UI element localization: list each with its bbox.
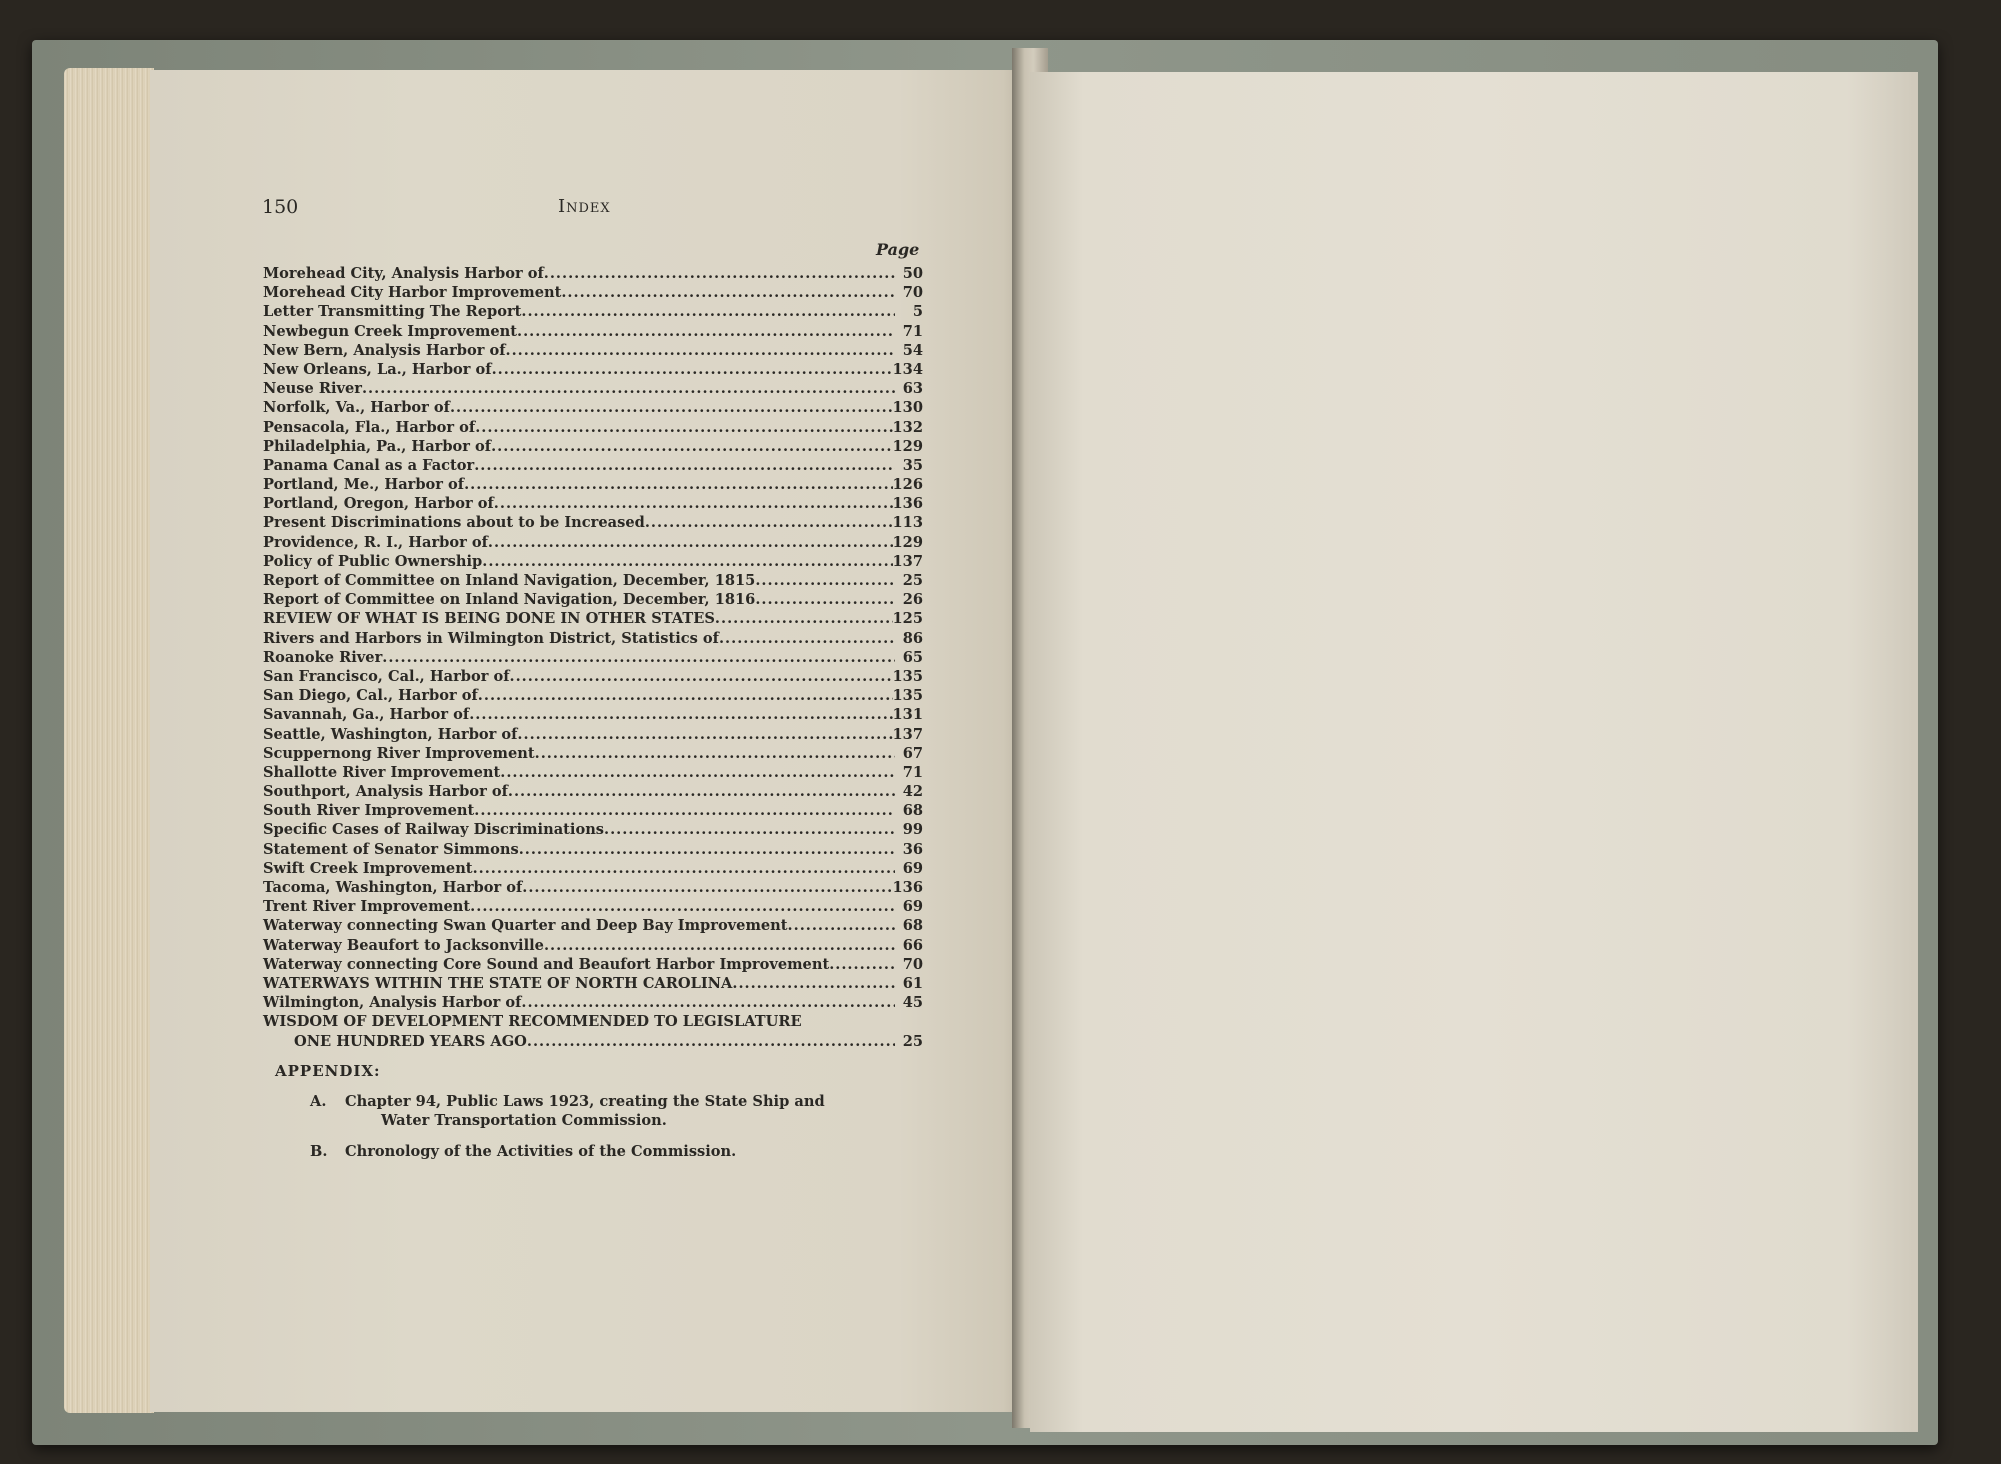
dot-leader bbox=[488, 533, 893, 552]
dot-leader bbox=[470, 897, 895, 916]
entry-page: 137 bbox=[892, 725, 923, 743]
index-entry bbox=[263, 341, 923, 360]
entry-page: 35 bbox=[902, 456, 923, 474]
dot-leader bbox=[544, 264, 895, 283]
entry-page: 36 bbox=[902, 840, 923, 858]
dot-leader bbox=[469, 705, 892, 724]
dot-leader bbox=[474, 801, 895, 820]
dot-leader bbox=[535, 744, 895, 763]
entry-page: 70 bbox=[902, 284, 923, 302]
index-entry bbox=[263, 801, 923, 820]
dot-leader bbox=[491, 437, 892, 456]
entry-label: WISDOM OF DEVELOPMENT RECOMMENDED TO LEGISLATURE bbox=[263, 1013, 802, 1031]
index-entry bbox=[263, 302, 923, 321]
index-entry bbox=[263, 859, 923, 878]
index-entry bbox=[263, 744, 923, 763]
page-column-label: Page bbox=[876, 240, 920, 259]
appendix-item bbox=[275, 1092, 935, 1130]
entry-label: Roanoke River bbox=[263, 648, 383, 666]
dot-leader bbox=[719, 629, 895, 648]
entry-page: 42 bbox=[902, 783, 923, 801]
index-entry bbox=[263, 897, 923, 916]
entry-page: 54 bbox=[902, 341, 923, 359]
index-entry bbox=[263, 437, 923, 456]
entry-label: Report of Committee on Inland Navigation, December, 1815 bbox=[263, 572, 756, 589]
index-entry bbox=[263, 686, 923, 705]
entry-page: 66 bbox=[902, 936, 923, 954]
appendix-item bbox=[275, 1142, 935, 1161]
entry-page: 65 bbox=[902, 648, 923, 666]
entry-page: 25 bbox=[902, 572, 923, 589]
entry-label: Southport, Analysis Harbor of bbox=[263, 783, 508, 801]
entry-page: 132 bbox=[892, 418, 923, 436]
entry-label: Shallotte River Improvement bbox=[263, 763, 501, 781]
index-entry bbox=[263, 725, 923, 744]
dot-leader bbox=[732, 974, 895, 993]
index-entry bbox=[263, 475, 923, 494]
entry-page: 68 bbox=[902, 802, 923, 820]
dot-leader bbox=[473, 859, 895, 878]
dot-leader bbox=[517, 322, 895, 341]
dot-leader bbox=[544, 936, 895, 955]
dot-leader bbox=[527, 1032, 895, 1051]
dot-leader bbox=[604, 820, 895, 839]
dot-leader bbox=[715, 609, 893, 628]
entry-label: Present Discriminations about to be Increased bbox=[263, 514, 645, 532]
entry-page: 99 bbox=[902, 821, 923, 839]
appendix-item-text-cont: Water Transportation Commission. bbox=[381, 1112, 667, 1129]
entry-page: 63 bbox=[902, 380, 923, 398]
index-entry bbox=[263, 667, 923, 686]
entry-page: 131 bbox=[892, 706, 923, 724]
entry-page: 136 bbox=[892, 879, 923, 896]
index-entry bbox=[263, 494, 923, 513]
entry-label: Waterway Beaufort to Jacksonville bbox=[263, 936, 544, 954]
dot-leader bbox=[508, 782, 895, 801]
entry-page: 5 bbox=[912, 303, 923, 321]
running-head: Index bbox=[558, 196, 611, 217]
entry-label: Waterway connecting Core Sound and Beaufort Harbor Improvement bbox=[263, 955, 830, 973]
dot-leader bbox=[494, 494, 893, 513]
dot-leader bbox=[829, 955, 895, 974]
entry-label: Norfolk, Va., Harbor of bbox=[263, 399, 450, 417]
index-entry bbox=[263, 782, 923, 801]
entry-page: 68 bbox=[902, 917, 923, 935]
entry-label: New Orleans, La., Harbor of bbox=[263, 360, 492, 378]
dot-leader bbox=[509, 667, 892, 686]
dot-leader bbox=[474, 456, 895, 475]
entry-page: 135 bbox=[892, 667, 923, 685]
entry-label: San Francisco, Cal., Harbor of bbox=[263, 667, 510, 685]
appendix-letter: B. bbox=[310, 1143, 328, 1160]
entry-label: Letter Transmitting The Report bbox=[263, 303, 522, 321]
entry-page: 136 bbox=[892, 495, 923, 513]
entry-label: South River Improvement bbox=[263, 802, 475, 820]
entry-label: Policy of Public Ownership bbox=[263, 552, 483, 570]
index-entry bbox=[263, 609, 923, 628]
entry-page: 86 bbox=[902, 629, 923, 647]
entry-label: Neuse River bbox=[263, 380, 362, 398]
index-entry bbox=[263, 513, 923, 532]
index-entry-heading bbox=[263, 1012, 923, 1031]
entry-page: 50 bbox=[902, 265, 923, 282]
dot-leader bbox=[522, 878, 892, 897]
entry-page: 69 bbox=[902, 859, 923, 877]
entry-page: 26 bbox=[902, 591, 923, 609]
index-entry bbox=[263, 283, 923, 302]
dot-leader bbox=[521, 993, 895, 1012]
dot-leader bbox=[382, 648, 895, 667]
entry-label: WATERWAYS WITHIN THE STATE OF NORTH CAROLINA bbox=[263, 974, 733, 992]
entry-label: Rivers and Harbors in Wilmington District, Statistics of bbox=[263, 629, 719, 647]
index-entry bbox=[263, 878, 923, 897]
dot-leader bbox=[475, 418, 892, 437]
entry-page: 137 bbox=[892, 552, 923, 570]
entry-label: San Diego, Cal., Harbor of bbox=[263, 687, 478, 705]
entry-label: Morehead City Harbor Improvement bbox=[263, 284, 562, 302]
entry-page: 61 bbox=[902, 974, 923, 992]
index-entry bbox=[263, 456, 923, 475]
index-entry bbox=[263, 264, 923, 283]
entry-label: Portland, Oregon, Harbor of bbox=[263, 495, 494, 513]
entry-label: New Bern, Analysis Harbor of bbox=[263, 341, 506, 359]
entry-label: Trent River Improvement bbox=[263, 898, 471, 916]
index-entry bbox=[263, 418, 923, 437]
entry-page: 45 bbox=[902, 994, 923, 1012]
page-number: 150 bbox=[262, 196, 299, 218]
dot-leader bbox=[505, 341, 895, 360]
entry-page: 129 bbox=[892, 437, 923, 455]
entry-label: Specific Cases of Railway Discriminations bbox=[263, 821, 605, 839]
index-entry bbox=[263, 705, 923, 724]
entry-label: Portland, Me., Harbor of bbox=[263, 476, 465, 494]
index-entry bbox=[263, 763, 923, 782]
entry-page: 135 bbox=[892, 687, 923, 705]
index-entry bbox=[263, 571, 923, 590]
entry-label: Morehead City, Analysis Harbor of bbox=[263, 265, 544, 282]
index-entry bbox=[263, 955, 923, 974]
index-entry bbox=[263, 590, 923, 609]
entry-label: ONE HUNDRED YEARS AGO bbox=[294, 1032, 527, 1050]
entry-label: REVIEW OF WHAT IS BEING DONE IN OTHER STATES bbox=[263, 610, 715, 628]
entry-label: Seattle, Washington, Harbor of bbox=[263, 725, 518, 743]
index-entry bbox=[263, 993, 923, 1012]
dot-leader bbox=[519, 840, 895, 859]
entry-label: Panama Canal as a Factor bbox=[263, 456, 475, 474]
appendix-title: APPENDIX: bbox=[275, 1062, 381, 1080]
appendix-item-text: Chapter 94, Public Laws 1923, creating the State Ship and bbox=[345, 1093, 825, 1110]
index-entry bbox=[263, 398, 923, 417]
index-entry bbox=[263, 379, 923, 398]
entry-label: Philadelphia, Pa., Harbor of bbox=[263, 437, 492, 455]
index-entry bbox=[263, 648, 923, 667]
dot-leader bbox=[755, 590, 895, 609]
entry-page: 70 bbox=[902, 955, 923, 973]
entry-label: Scuppernong River Improvement bbox=[263, 744, 535, 762]
entry-page: 25 bbox=[902, 1032, 923, 1050]
dot-leader bbox=[482, 552, 892, 571]
entry-page: 67 bbox=[902, 744, 923, 762]
dot-leader bbox=[755, 571, 895, 590]
entry-page: 71 bbox=[902, 322, 923, 340]
index-entry-continuation bbox=[263, 1032, 923, 1051]
entry-page: 69 bbox=[902, 898, 923, 916]
entry-page: 129 bbox=[892, 533, 923, 551]
dot-leader bbox=[464, 475, 892, 494]
entry-page: 130 bbox=[892, 399, 923, 417]
entry-label: Providence, R. I., Harbor of bbox=[263, 533, 488, 551]
index-list bbox=[263, 264, 923, 1051]
index-entry bbox=[263, 322, 923, 341]
index-entry bbox=[263, 360, 923, 379]
entry-page: 113 bbox=[892, 514, 923, 532]
entry-label: Newbegun Creek Improvement bbox=[263, 322, 517, 340]
entry-label: Savannah, Ga., Harbor of bbox=[263, 706, 470, 724]
index-entry bbox=[263, 552, 923, 571]
appendix bbox=[275, 1062, 935, 1161]
entry-page: 71 bbox=[902, 763, 923, 781]
index-entry bbox=[263, 533, 923, 552]
index-entry bbox=[263, 629, 923, 648]
entry-label: Wilmington, Analysis Harbor of bbox=[263, 994, 522, 1012]
entry-label: Waterway connecting Swan Quarter and Deep Bay Improvement bbox=[263, 917, 788, 935]
entry-label: Tacoma, Washington, Harbor of bbox=[263, 879, 523, 896]
entry-label: Statement of Senator Simmons bbox=[263, 840, 519, 858]
dot-leader bbox=[521, 302, 895, 321]
dot-leader bbox=[500, 763, 895, 782]
dot-leader bbox=[450, 398, 893, 417]
index-entry bbox=[263, 820, 923, 839]
index-entry bbox=[263, 936, 923, 955]
appendix-item-text: Chronology of the Activities of the Commission. bbox=[345, 1143, 737, 1160]
dot-leader bbox=[561, 283, 895, 302]
dot-leader bbox=[517, 725, 892, 744]
entry-page: 126 bbox=[892, 476, 923, 494]
entry-page: 125 bbox=[892, 610, 923, 628]
entry-label: Pensacola, Fla., Harbor of bbox=[263, 418, 476, 436]
dot-leader bbox=[645, 513, 893, 532]
index-entry bbox=[263, 974, 923, 993]
dot-leader bbox=[492, 360, 893, 379]
index-entry bbox=[263, 916, 923, 935]
dot-leader bbox=[362, 379, 895, 398]
dot-leader bbox=[478, 686, 893, 705]
appendix-letter: A. bbox=[310, 1093, 327, 1110]
entry-label: Report of Committee on Inland Navigation, December, 1816 bbox=[263, 591, 756, 609]
dot-leader bbox=[788, 916, 895, 935]
index-entry bbox=[263, 840, 923, 859]
entry-label: Swift Creek Improvement bbox=[263, 859, 473, 877]
entry-page: 134 bbox=[892, 360, 923, 378]
